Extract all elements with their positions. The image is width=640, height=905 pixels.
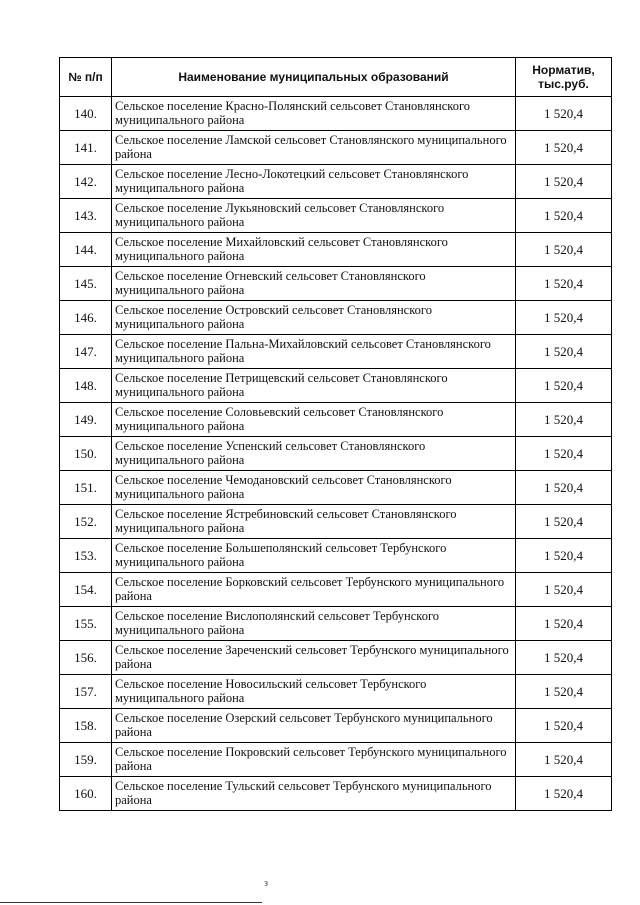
row-value: 1 520,4 [516,539,612,573]
table-header [60,58,612,97]
row-number: 153. [60,539,112,573]
table-row [60,199,612,233]
header-value-line1: Норматив, [532,63,595,77]
table-row [60,777,612,811]
table-row [60,233,612,267]
table-row [60,641,612,675]
row-value: 1 520,4 [516,777,612,811]
header-value [516,58,612,97]
table-row [60,97,612,131]
row-number: 143. [60,199,112,233]
row-value: 1 520,4 [516,335,612,369]
table-row [60,437,612,471]
table-row [60,573,612,607]
row-name: Сельское поселение Ламской сельсовет Становлянского муниципального района [112,131,516,165]
row-number: 154. [60,573,112,607]
row-number: 150. [60,437,112,471]
row-name: Сельское поселение Петрищевский сельсовет Становлянского муниципального района [112,369,516,403]
table-row [60,301,612,335]
row-name: Сельское поселение Соловьевский сельсовет Становлянского муниципального района [112,403,516,437]
row-number: 140. [60,97,112,131]
header-name: Наименование муниципальных образований [112,58,516,97]
row-name: Сельское поселение Вислополянский сельсовет Тербунского муниципального района [112,607,516,641]
table-row [60,505,612,539]
row-number: 158. [60,709,112,743]
row-value: 1 520,4 [516,437,612,471]
row-name: Сельское поселение Чемодановский сельсовет Становлянского муниципального района [112,471,516,505]
row-number: 152. [60,505,112,539]
row-name: Сельское поселение Пальна-Михайловский сельсовет Становлянского муниципального района [112,335,516,369]
row-number: 147. [60,335,112,369]
row-value: 1 520,4 [516,301,612,335]
row-name: Сельское поселение Огневский сельсовет Становлянского муниципального района [112,267,516,301]
row-value: 1 520,4 [516,131,612,165]
row-value: 1 520,4 [516,165,612,199]
row-name: Сельское поселение Тульский сельсовет Тербунского муниципального района [112,777,516,811]
row-value: 1 520,4 [516,573,612,607]
row-value: 1 520,4 [516,199,612,233]
table-row [60,369,612,403]
row-name: Сельское поселение Борковский сельсовет Тербунского муниципального района [112,573,516,607]
row-number: 151. [60,471,112,505]
header-value-line2: тыс.руб. [538,77,589,91]
row-number: 160. [60,777,112,811]
header-num: № п/п [60,58,112,97]
table-row [60,607,612,641]
row-value: 1 520,4 [516,471,612,505]
row-value: 1 520,4 [516,403,612,437]
row-name: Сельское поселение Большеполянский сельсовет Тербунского муниципального района [112,539,516,573]
row-value: 1 520,4 [516,641,612,675]
table-row [60,709,612,743]
row-number: 149. [60,403,112,437]
row-name: Сельское поселение Зареченский сельсовет Тербунского муниципального района [112,641,516,675]
row-number: 145. [60,267,112,301]
row-number: 157. [60,675,112,709]
table-row [60,267,612,301]
header-row [60,58,612,97]
row-number: 148. [60,369,112,403]
table-row [60,471,612,505]
row-name: Сельское поселение Красно-Полянский сельсовет Становлянского муниципального района [112,97,516,131]
row-value: 1 520,4 [516,709,612,743]
table-row [60,539,612,573]
row-number: 142. [60,165,112,199]
row-number: 144. [60,233,112,267]
table-row [60,403,612,437]
table-row [60,743,612,777]
row-name: Сельское поселение Михайловский сельсовет Становлянского муниципального района [112,233,516,267]
row-value: 1 520,4 [516,743,612,777]
row-number: 159. [60,743,112,777]
table-row [60,675,612,709]
row-value: 1 520,4 [516,233,612,267]
row-name: Сельское поселение Ястребиновский сельсовет Становлянского муниципального района [112,505,516,539]
row-value: 1 520,4 [516,267,612,301]
row-number: 155. [60,607,112,641]
row-name: Сельское поселение Новосильский сельсовет Тербунского муниципального района [112,675,516,709]
row-number: 141. [60,131,112,165]
row-name: Сельское поселение Озерский сельсовет Тербунского муниципального района [112,709,516,743]
footer-mark: з [264,878,268,889]
row-name: Сельское поселение Успенский сельсовет Становлянского муниципального района [112,437,516,471]
table-body [60,97,612,811]
row-value: 1 520,4 [516,505,612,539]
row-name: Сельское поселение Лукьяновский сельсовет Становлянского муниципального района [112,199,516,233]
row-number: 146. [60,301,112,335]
row-value: 1 520,4 [516,675,612,709]
row-name: Сельское поселение Покровский сельсовет Тербунского муниципального района [112,743,516,777]
row-name: Сельское поселение Островский сельсовет Становлянского муниципального района [112,301,516,335]
row-value: 1 520,4 [516,369,612,403]
row-value: 1 520,4 [516,97,612,131]
row-value: 1 520,4 [516,607,612,641]
row-number: 156. [60,641,112,675]
table-row [60,131,612,165]
footer-rule [0,902,262,903]
table-row [60,335,612,369]
row-name: Сельское поселение Лесно-Локотецкий сельсовет Становлянского муниципального района [112,165,516,199]
norms-table [59,57,612,811]
table-row [60,165,612,199]
